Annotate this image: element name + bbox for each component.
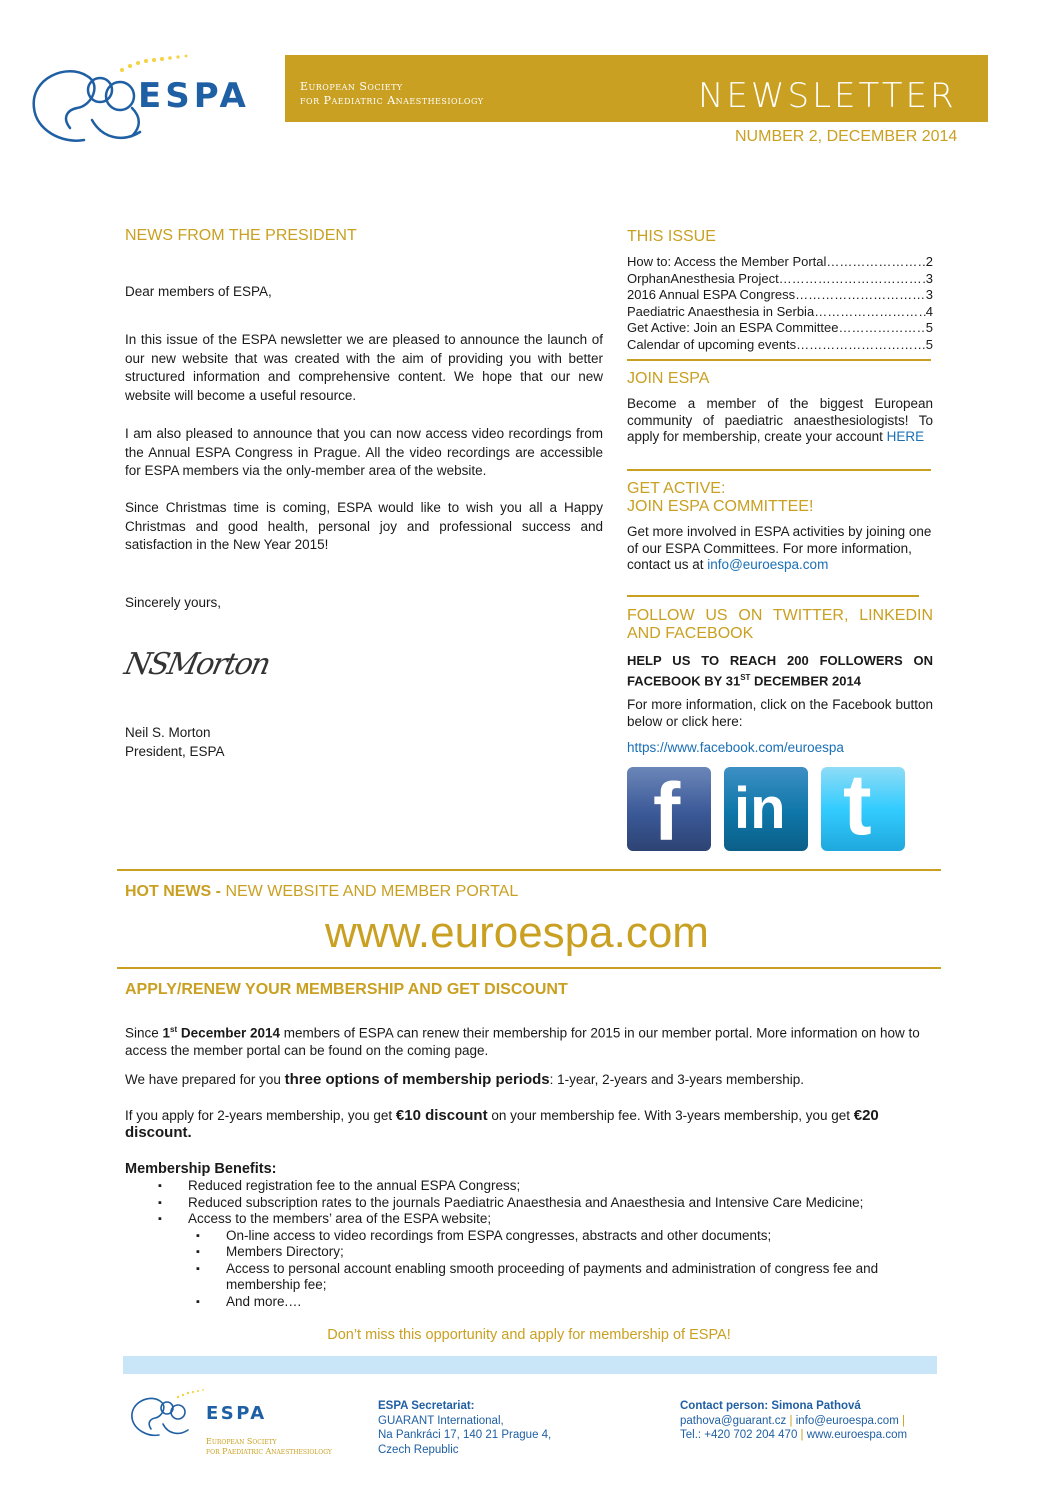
divider (627, 595, 919, 597)
sub-benefit-item: ▪ And more.… (125, 1294, 935, 1311)
toc-item-leader (838, 320, 925, 337)
toc-item-page: 3 (925, 270, 933, 286)
president-closing: Sincerely yours, (125, 595, 222, 610)
footer-logo-text: ESPA (206, 1403, 267, 1424)
logo-text: ESPA (138, 76, 250, 116)
contact-sep: | (797, 1429, 807, 1441)
benefits-heading: Membership Benefits: (125, 1161, 277, 1177)
benefit-item: ▪ Access to the members’ area of the ESPA website; (125, 1211, 935, 1228)
toc-item-title: OrphanAnesthesia Project (627, 270, 779, 286)
secretariat-heading: ESPA Secretariat: (378, 1400, 475, 1412)
facebook-link[interactable]: https://www.facebook.com/euroespa (627, 740, 844, 755)
get-active-block (627, 524, 933, 574)
president-para1: In this issue of the ESPA newsletter we are pleased to announce the launch of our new website that was created with the aim of providing you with better structured information and comprehensive content. We hope that our new website will become a useful resource. (125, 332, 603, 403)
follow-info: For more information, click on the Facebook button below or click here: (627, 697, 933, 729)
toc-item-title: 2016 Annual ESPA Congress (627, 287, 796, 302)
apply-p3-c: on your membership fee. With 3-years membership, you get (487, 1108, 854, 1123)
society-line1: European Society (300, 80, 403, 93)
join-heading: JOIN ESPA (627, 370, 710, 387)
apply-p1-sup: st (170, 1025, 178, 1034)
get-active-email-link[interactable]: info@euroespa.com (707, 557, 829, 572)
join-block (627, 396, 933, 446)
contact-sep: | (898, 1414, 905, 1427)
apply-p3-b: €10 discount (395, 1107, 488, 1124)
contact-sep: | (786, 1414, 796, 1427)
apply-p1-a: Since (125, 1025, 163, 1041)
footer-society-2: for Paediatric Anaesthesiology (206, 1447, 332, 1456)
president-name: Neil S. Morton (125, 725, 211, 740)
website-link[interactable]: www.euroespa.com (325, 908, 709, 957)
toc-item-title: How to: Access the Member Portal (627, 254, 827, 269)
linkedin-button[interactable] (724, 767, 808, 851)
president-para3: Since Christmas time is coming, ESPA would like to wish you all a Happy Christmas and good health, personal joy and professional success and satisfaction in the New Year 2015! (125, 500, 603, 552)
footer-society (206, 1437, 332, 1457)
toc-item-title: Calendar of upcoming events (627, 336, 797, 352)
follow-bold-b: DECEMBER 2014 (750, 672, 861, 688)
signature: NSMorton (121, 647, 273, 682)
apply-p1 (125, 1021, 935, 1059)
hot-news-bold: HOT NEWS - (125, 883, 226, 900)
society-line2: for Paediatric Anaesthesiology (300, 94, 484, 107)
sub-benefit-item: ▪ Access to personal account enabling smooth proceeding of payments and administration of congress fee and membership fee; (125, 1261, 935, 1294)
toc-item[interactable] (627, 337, 933, 354)
facebook-icon: f (653, 767, 681, 858)
president-heading: NEWS FROM THE PRESIDENT (125, 227, 357, 244)
secretariat (378, 1399, 551, 1457)
footer-bar (123, 1356, 937, 1374)
follow-heading: FOLLOW US ON TWITTER, LINKEDIN AND FACEBOOK (627, 607, 933, 642)
apply-p1-d: members of ESPA can renew their membership for 2015 in our member portal. More information on how to access the member portal can be found on the coming page. (125, 1025, 920, 1058)
toc-item[interactable] (627, 271, 933, 288)
toc-item-title: Get Active: Join an ESPA Committee (627, 320, 839, 335)
toc-item[interactable] (627, 254, 933, 271)
apply-heading: APPLY/RENEW YOUR MEMBERSHIP AND GET DISCOUNT (125, 981, 568, 998)
get-active-heading (627, 480, 813, 516)
get-active-heading-1: GET ACTIVE: (627, 480, 726, 497)
toc-list (627, 254, 933, 353)
toc-item-leader (814, 304, 926, 321)
linkedin-icon: in (734, 776, 786, 841)
join-here-link[interactable]: HERE (886, 429, 925, 444)
society-name (300, 80, 484, 108)
toc-item-leader (779, 271, 926, 288)
footer-society-1: European Society (206, 1437, 277, 1446)
divider (117, 869, 941, 871)
sub-benefit-item: ▪ Members Directory; (125, 1244, 935, 1261)
follow-bold-a: HELP US TO REACH 200 FOLLOWERS ON FACEBOOK BY 31 (627, 653, 933, 688)
apply-p3-d: €20 discount. (125, 1107, 879, 1141)
apply-p2 (125, 1071, 935, 1088)
contact (680, 1399, 907, 1443)
secretariat-line-2: Na Pankráci 17, 140 21 Prague 4, (378, 1429, 552, 1441)
toc-item[interactable] (627, 304, 933, 321)
contact-tel: Tel.: +420 702 204 470 (680, 1429, 798, 1441)
follow-bold-text (627, 653, 933, 689)
get-active-heading-2: JOIN ESPA COMMITTEE! (627, 498, 814, 515)
contact-emails (680, 1414, 907, 1429)
apply-p3 (125, 1107, 940, 1141)
toc-item-leader (795, 287, 926, 304)
toc-item-page: 5 (925, 320, 933, 335)
contact-email-2[interactable]: info@euroespa.com (795, 1414, 899, 1427)
apply-p1-c: December 2014 (177, 1025, 280, 1041)
contact-tel-web (680, 1428, 907, 1443)
apply-p2-b: three options of membership periods (284, 1071, 550, 1088)
contact-heading: Contact person: Simona Pathová (680, 1400, 861, 1412)
divider (627, 469, 931, 471)
secretariat-line-3: Czech Republic (378, 1443, 459, 1456)
divider (627, 359, 931, 361)
header (0, 0, 1058, 160)
toc-item-leader (796, 337, 926, 354)
apply-p2-a: We have prepared for you (125, 1072, 285, 1087)
this-issue-heading: THIS ISSUE (627, 228, 716, 245)
toc-item[interactable] (627, 287, 933, 304)
toc-item[interactable] (627, 320, 933, 337)
toc-item-title: Paediatric Anaesthesia in Serbia (627, 303, 815, 319)
join-text: Become a member of the biggest European community of paediatric anaesthesiologists! To apply for membership, create your account (627, 396, 933, 444)
president-greeting: Dear members of ESPA, (125, 284, 272, 299)
toc-item-page: 2 (925, 254, 933, 269)
secretariat-line-1: GUARANT International, (378, 1414, 504, 1427)
contact-web[interactable]: www.euroespa.com (806, 1429, 908, 1441)
benefits-list (125, 1178, 935, 1310)
toc-item-page: 4 (925, 303, 933, 319)
toc-item-page: 5 (925, 336, 933, 352)
benefit-item: ▪ Reduced registration fee to the annual ESPA Congress; (125, 1178, 935, 1195)
contact-email-1[interactable]: pathova@guarant.cz (680, 1414, 787, 1427)
twitter-icon: t (843, 757, 872, 853)
apply-p2-c: : 1-year, 2-years and 3-years membership. (549, 1072, 805, 1087)
follow-bold-sup: ST (740, 672, 751, 682)
cta-text: Don’t miss this opportunity and apply for membership of ESPA! (327, 1327, 731, 1343)
newsletter-title: NEWSLETTER (698, 76, 957, 116)
apply-p3-a: If you apply for 2-years membership, you get (125, 1108, 396, 1123)
hot-news-label (125, 883, 518, 901)
president-para2: I am also pleased to announce that you can now access video recordings from the Annual ESPA Congress in Prague. All the video recordings are accessible for ESPA members via the only-member area of the website. (125, 426, 603, 478)
president-title: President, ESPA (125, 744, 225, 759)
get-active-text: Get more involved in ESPA activities by joining one of our ESPA Committees. For more information, contact us at (627, 524, 932, 572)
hot-news-text: NEW WEBSITE AND MEMBER PORTAL (225, 883, 519, 900)
toc-item-page: 3 (925, 287, 933, 302)
benefit-item: ▪ Reduced subscription rates to the journals Paediatric Anaesthesia and Anaesthesia and Intensive Care Medicine; (125, 1195, 935, 1212)
footer-logo-icon (126, 1386, 206, 1446)
divider (117, 967, 941, 969)
facebook-button[interactable] (627, 767, 711, 858)
apply-p1-b: 1 (162, 1025, 171, 1041)
issue-number: NUMBER 2, DECEMBER 2014 (735, 128, 958, 145)
toc-item-leader (826, 254, 925, 271)
sub-benefit-item: ▪ On-line access to video recordings from ESPA congresses, abstracts and other documents; (125, 1228, 935, 1245)
twitter-button[interactable] (821, 757, 905, 853)
